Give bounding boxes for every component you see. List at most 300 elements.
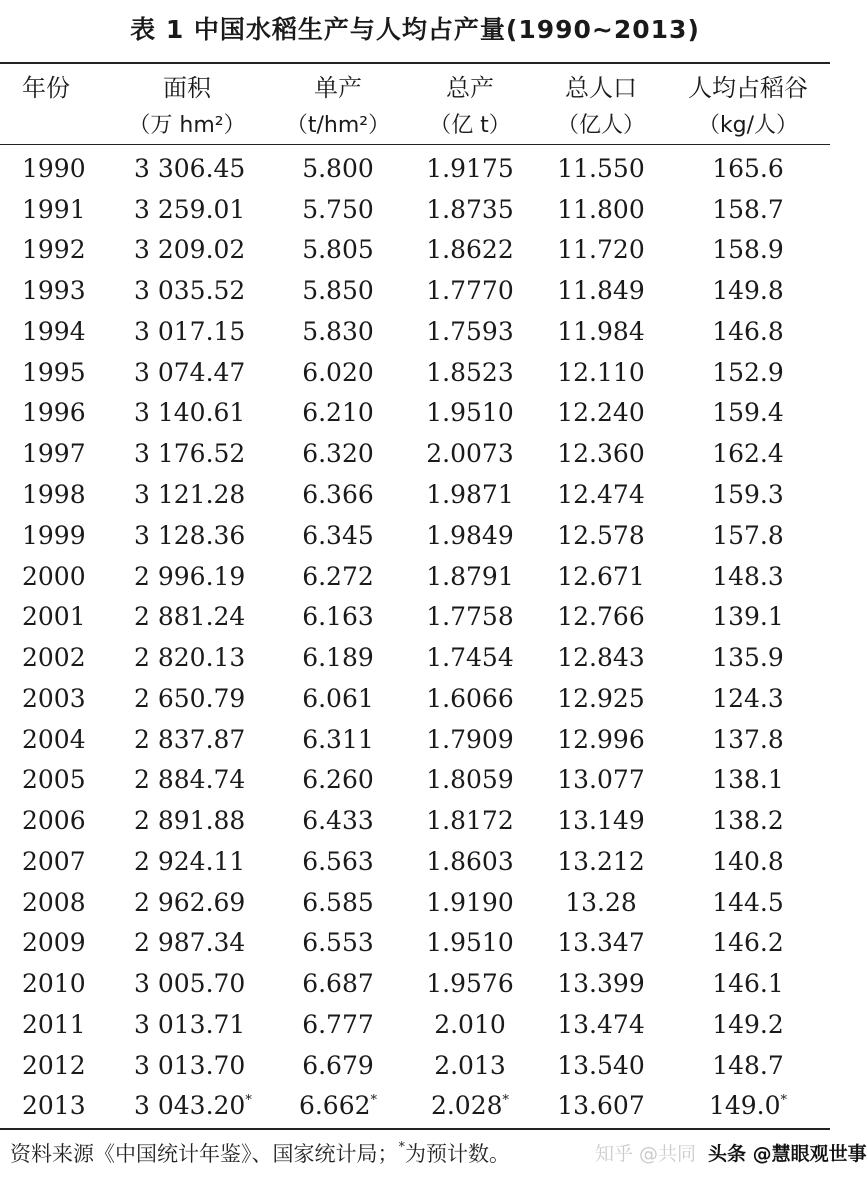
cell-population	[536, 189, 666, 230]
table-row	[0, 556, 830, 597]
cell-total	[404, 678, 536, 719]
cell-yield	[272, 596, 404, 637]
cell-total	[404, 1045, 536, 1086]
cell-per-capita-value: 162.4	[712, 439, 784, 469]
cell-year	[0, 1045, 102, 1086]
cell-per-capita-value: 137.8	[712, 724, 784, 754]
cell-per-capita	[666, 393, 830, 434]
cell-total	[404, 270, 536, 311]
cell-total-value: 1.8523	[426, 357, 514, 387]
watermark	[595, 1132, 867, 1172]
cell-yield-value: 6.687	[302, 969, 374, 999]
cell-population-value: 11.720	[557, 235, 645, 265]
cell-population	[536, 230, 666, 271]
cell-population-value: 12.360	[557, 439, 645, 469]
cell-population	[536, 393, 666, 434]
cell-yield-value: 6.020	[302, 357, 374, 387]
cell-per-capita	[666, 148, 830, 189]
table-row	[0, 719, 830, 760]
cell-population	[536, 1045, 666, 1086]
cell-yield	[272, 311, 404, 352]
cell-population	[536, 923, 666, 964]
cell-yield	[272, 678, 404, 719]
cell-total-value: 1.7758	[426, 602, 514, 632]
cell-per-capita	[666, 923, 830, 964]
cell-population-value: 13.474	[557, 1009, 645, 1039]
cell-year	[0, 596, 102, 637]
cell-year-value: 2004	[22, 724, 86, 754]
table-row	[0, 1045, 830, 1086]
unit-total: （亿 t）	[429, 112, 511, 138]
unit-year	[0, 104, 102, 142]
cell-population	[536, 270, 666, 311]
cell-year	[0, 270, 102, 311]
cell-year	[0, 393, 102, 434]
cell-area-value: 3 140.61	[134, 398, 246, 428]
cell-area	[102, 230, 272, 271]
unit-population: （亿人）	[556, 112, 645, 138]
cell-area	[102, 719, 272, 760]
estimate-marker: *	[780, 1093, 788, 1109]
header-population: 总人口	[565, 73, 637, 102]
table-row	[0, 841, 830, 882]
cell-year-value: 2001	[22, 602, 86, 632]
table-row	[0, 1004, 830, 1045]
cell-per-capita	[666, 759, 830, 800]
cell-area-value: 2 884.74	[134, 765, 246, 795]
cell-population-value: 12.996	[557, 724, 645, 754]
cell-per-capita-value: 135.9	[712, 643, 784, 673]
footnote-estimate-note: 为预计数。	[405, 1142, 510, 1166]
cell-population	[536, 678, 666, 719]
data-table	[0, 148, 830, 1126]
cell-per-capita	[666, 189, 830, 230]
cell-year-value: 1997	[22, 439, 86, 469]
estimate-marker: *	[245, 1093, 252, 1109]
cell-per-capita	[666, 474, 830, 515]
cell-total-value: 1.8172	[426, 806, 514, 836]
cell-year	[0, 556, 102, 597]
watermark-zhihu: 知乎 @共同	[595, 1142, 697, 1165]
cell-yield-value: 6.563	[302, 846, 374, 876]
cell-year	[0, 515, 102, 556]
table-row	[0, 923, 830, 964]
cell-per-capita	[666, 230, 830, 271]
header-yield: 单产	[314, 73, 362, 102]
cell-area	[102, 596, 272, 637]
cell-per-capita	[666, 311, 830, 352]
header-total: 总产	[446, 73, 494, 102]
estimate-marker: *	[502, 1093, 510, 1109]
cell-total	[404, 923, 536, 964]
cell-per-capita	[666, 1045, 830, 1086]
cell-area	[102, 1045, 272, 1086]
cell-area-value: 3 209.02	[134, 235, 246, 265]
bottom-rule	[0, 1128, 830, 1130]
cell-total-value: 2.013	[434, 1050, 506, 1080]
table-row	[0, 1086, 830, 1127]
cell-area	[102, 433, 272, 474]
cell-year	[0, 1004, 102, 1045]
cell-area	[102, 1086, 272, 1127]
cell-population-value: 13.149	[557, 806, 645, 836]
cell-total	[404, 230, 536, 271]
header-year: 年份	[22, 73, 70, 102]
cell-total	[404, 596, 536, 637]
cell-total	[404, 882, 536, 923]
cell-area-value: 2 820.13	[134, 643, 246, 673]
cell-per-capita	[666, 882, 830, 923]
cell-total	[404, 474, 536, 515]
cell-total	[404, 841, 536, 882]
cell-population-value: 11.800	[557, 194, 645, 224]
header-area: 面积	[163, 73, 211, 102]
cell-year	[0, 433, 102, 474]
cell-year	[0, 474, 102, 515]
cell-per-capita	[666, 678, 830, 719]
cell-area	[102, 1004, 272, 1045]
cell-area	[102, 637, 272, 678]
cell-year	[0, 352, 102, 393]
table-body	[0, 148, 830, 1126]
cell-per-capita-value: 149.2	[712, 1009, 784, 1039]
table-row	[0, 270, 830, 311]
cell-area	[102, 759, 272, 800]
cell-per-capita-value: 138.2	[712, 806, 784, 836]
cell-per-capita	[666, 719, 830, 760]
cell-population	[536, 596, 666, 637]
cell-population	[536, 841, 666, 882]
cell-year-value: 1998	[22, 480, 86, 509]
cell-yield-value: 6.433	[302, 806, 374, 836]
cell-population	[536, 963, 666, 1004]
cell-yield	[272, 352, 404, 393]
cell-area	[102, 270, 272, 311]
cell-total	[404, 515, 536, 556]
table-row	[0, 515, 830, 556]
cell-area-value: 3 074.47	[134, 357, 246, 387]
cell-per-capita-value: 158.7	[712, 194, 784, 224]
cell-area-value: 2 962.69	[134, 887, 246, 917]
cell-area-value: 2 987.34	[134, 928, 246, 958]
cell-area	[102, 474, 272, 515]
cell-year-value: 1996	[22, 398, 86, 428]
cell-yield-value: 6.366	[302, 480, 374, 509]
cell-population-value: 13.212	[557, 846, 645, 876]
top-rule	[0, 62, 830, 64]
table-row	[0, 596, 830, 637]
cell-total	[404, 352, 536, 393]
cell-total-value: 1.9871	[426, 480, 514, 509]
cell-yield	[272, 1045, 404, 1086]
cell-total	[404, 800, 536, 841]
cell-population-value: 12.671	[557, 561, 645, 591]
cell-year	[0, 1086, 102, 1127]
unit-area: （万 hm²）	[128, 112, 246, 138]
cell-per-capita-value: 146.1	[712, 969, 784, 999]
table-row	[0, 678, 830, 719]
cell-year-value: 2000	[22, 561, 86, 591]
cell-yield-value: 6.662	[298, 1091, 371, 1121]
cell-population-value: 11.984	[557, 316, 645, 346]
cell-population	[536, 1004, 666, 1045]
cell-area-value: 3 005.70	[134, 969, 246, 999]
cell-population	[536, 719, 666, 760]
cell-total-value: 1.8735	[426, 194, 514, 224]
cell-year-value: 2013	[22, 1091, 86, 1121]
cell-year-value: 2007	[22, 846, 86, 876]
cell-per-capita	[666, 800, 830, 841]
cell-area-value: 2 891.88	[134, 806, 246, 836]
cell-population-value: 13.077	[557, 765, 645, 795]
cell-total	[404, 759, 536, 800]
cell-total	[404, 393, 536, 434]
cell-per-capita-value: 144.5	[712, 887, 784, 917]
cell-total-value: 2.0073	[426, 439, 514, 469]
cell-yield	[272, 800, 404, 841]
cell-yield-value: 6.345	[302, 520, 374, 550]
cell-area	[102, 841, 272, 882]
table-title: 表 1 中国水稻生产与人均占产量(1990~2013)	[130, 15, 700, 44]
cell-yield-value: 5.850	[302, 276, 374, 306]
cell-area	[102, 189, 272, 230]
cell-total-value: 1.8059	[426, 765, 514, 795]
cell-population-value: 12.766	[557, 602, 645, 632]
header-unit-row	[0, 104, 830, 142]
unit-yield: （t/hm²）	[285, 112, 391, 138]
cell-per-capita	[666, 1004, 830, 1045]
cell-population-value: 12.474	[557, 480, 645, 509]
cell-yield	[272, 841, 404, 882]
cell-per-capita-value: 148.3	[712, 561, 784, 591]
cell-per-capita	[666, 270, 830, 311]
cell-population	[536, 352, 666, 393]
cell-year-value: 1994	[22, 316, 86, 346]
cell-per-capita-value: 149.0	[708, 1091, 781, 1121]
cell-year-value: 2011	[22, 1009, 86, 1039]
cell-per-capita-value: 146.2	[712, 928, 784, 958]
cell-per-capita-value: 149.8	[712, 276, 784, 306]
table-row	[0, 393, 830, 434]
cell-population	[536, 1086, 666, 1127]
cell-per-capita	[666, 433, 830, 474]
cell-area-value: 3 013.70	[134, 1050, 246, 1080]
table-row	[0, 474, 830, 515]
cell-yield	[272, 556, 404, 597]
cell-total	[404, 1004, 536, 1045]
cell-population-value: 13.540	[557, 1050, 645, 1080]
table-row	[0, 637, 830, 678]
cell-per-capita-value: 139.1	[712, 602, 784, 632]
cell-yield	[272, 719, 404, 760]
cell-per-capita	[666, 515, 830, 556]
cell-total-value: 1.9576	[426, 969, 514, 999]
unit-per-capita: （kg/人）	[697, 112, 799, 138]
cell-yield-value: 6.777	[302, 1009, 374, 1039]
cell-population	[536, 556, 666, 597]
cell-per-capita-value: 159.4	[712, 398, 784, 428]
cell-year	[0, 189, 102, 230]
table-row	[0, 352, 830, 393]
cell-population	[536, 637, 666, 678]
cell-population-value: 13.399	[557, 969, 645, 999]
cell-per-capita-value: 140.8	[712, 846, 784, 876]
table-row	[0, 148, 830, 189]
cell-yield	[272, 963, 404, 1004]
cell-yield	[272, 433, 404, 474]
cell-area	[102, 963, 272, 1004]
cell-per-capita-value: 158.9	[712, 235, 784, 265]
cell-per-capita	[666, 352, 830, 393]
cell-area	[102, 678, 272, 719]
cell-per-capita	[666, 1086, 830, 1127]
cell-area-value: 3 035.52	[134, 276, 246, 306]
cell-yield-value: 6.553	[302, 928, 374, 958]
cell-yield-value: 6.272	[302, 561, 374, 591]
cell-area-value: 3 128.36	[134, 520, 246, 550]
cell-total-value: 1.7909	[426, 724, 514, 754]
source-footnote	[10, 1138, 510, 1168]
watermark-toutiao: 头条 @慧眼观世事	[708, 1142, 867, 1165]
cell-yield-value: 5.750	[302, 194, 374, 224]
cell-year	[0, 719, 102, 760]
cell-population-value: 12.843	[557, 643, 645, 673]
cell-area-value: 3 017.15	[134, 316, 246, 346]
cell-year	[0, 923, 102, 964]
header-per-capita: 人均占稻谷	[688, 73, 808, 102]
cell-population	[536, 882, 666, 923]
cell-population-value: 11.849	[557, 276, 645, 306]
cell-population	[536, 474, 666, 515]
cell-population	[536, 148, 666, 189]
cell-total	[404, 556, 536, 597]
cell-year-value: 2005	[22, 765, 86, 795]
cell-per-capita-value: 146.8	[712, 316, 784, 346]
cell-area-value: 3 306.45	[134, 153, 246, 183]
cell-area-value: 2 881.24	[134, 602, 246, 632]
cell-area-value: 3 121.28	[134, 480, 246, 509]
cell-population-value: 13.347	[557, 928, 645, 958]
cell-total	[404, 148, 536, 189]
cell-total-value: 1.7770	[426, 276, 514, 306]
cell-per-capita-value: 165.6	[712, 153, 784, 183]
table-row	[0, 230, 830, 271]
cell-area-value: 2 996.19	[134, 561, 246, 591]
cell-total-value: 1.6066	[426, 683, 514, 713]
cell-area-value: 3 043.20	[134, 1091, 246, 1121]
cell-year-value: 1995	[22, 357, 86, 387]
cell-yield-value: 6.061	[302, 683, 374, 713]
cell-year	[0, 148, 102, 189]
cell-population-value: 12.110	[557, 357, 645, 387]
cell-area	[102, 311, 272, 352]
cell-population	[536, 433, 666, 474]
cell-year	[0, 882, 102, 923]
cell-year	[0, 759, 102, 800]
cell-per-capita-value: 157.8	[712, 520, 784, 550]
cell-total	[404, 311, 536, 352]
cell-yield	[272, 230, 404, 271]
cell-per-capita	[666, 556, 830, 597]
estimate-marker: *	[370, 1093, 378, 1109]
cell-year	[0, 800, 102, 841]
cell-yield-value: 6.320	[302, 439, 374, 469]
cell-yield	[272, 882, 404, 923]
cell-population-value: 11.550	[557, 153, 645, 183]
table-row	[0, 759, 830, 800]
cell-per-capita-value: 124.3	[712, 683, 784, 713]
cell-yield-value: 6.189	[302, 643, 374, 673]
cell-total-value: 1.8603	[426, 846, 514, 876]
cell-yield	[272, 923, 404, 964]
cell-per-capita-value: 159.3	[712, 480, 784, 509]
cell-year-value: 1990	[22, 153, 86, 183]
cell-year-value: 2008	[22, 887, 86, 917]
cell-year	[0, 841, 102, 882]
cell-population	[536, 311, 666, 352]
cell-yield-value: 5.800	[302, 153, 374, 183]
cell-total	[404, 189, 536, 230]
cell-yield-value: 6.311	[302, 724, 374, 754]
cell-year	[0, 311, 102, 352]
cell-year-value: 1999	[22, 520, 86, 550]
cell-area	[102, 515, 272, 556]
cell-yield	[272, 1004, 404, 1045]
cell-year-value: 2010	[22, 969, 86, 999]
cell-per-capita	[666, 637, 830, 678]
header-rule	[0, 144, 830, 145]
cell-total-value: 1.9510	[426, 398, 514, 428]
cell-area	[102, 393, 272, 434]
cell-yield	[272, 270, 404, 311]
cell-total-value: 1.9190	[426, 887, 514, 917]
cell-total	[404, 719, 536, 760]
cell-population-value: 12.925	[557, 683, 645, 713]
cell-population-value: 13.607	[557, 1091, 645, 1121]
cell-population	[536, 800, 666, 841]
cell-area	[102, 800, 272, 841]
cell-year-value: 2003	[22, 683, 86, 713]
cell-area-value: 2 924.11	[134, 846, 246, 876]
cell-population-value: 13.28	[565, 887, 637, 917]
table-row	[0, 311, 830, 352]
cell-yield-value: 6.210	[302, 398, 374, 428]
cell-yield	[272, 1086, 404, 1127]
cell-per-capita-value: 152.9	[712, 357, 784, 387]
cell-total-value: 1.9510	[426, 928, 514, 958]
cell-yield-value: 6.585	[302, 887, 374, 917]
header-label-row	[0, 66, 830, 104]
cell-total-value: 1.8791	[426, 561, 514, 591]
table-header	[0, 66, 830, 142]
cell-population-value: 12.578	[557, 520, 645, 550]
cell-yield	[272, 148, 404, 189]
cell-area-value: 3 013.71	[134, 1009, 246, 1039]
cell-yield-value: 5.805	[302, 235, 374, 265]
cell-population-value: 12.240	[557, 398, 645, 428]
cell-population	[536, 515, 666, 556]
cell-area	[102, 556, 272, 597]
cell-yield-value: 6.163	[302, 602, 374, 632]
cell-total-value: 2.010	[434, 1009, 506, 1039]
cell-yield	[272, 393, 404, 434]
cell-per-capita	[666, 841, 830, 882]
cell-area	[102, 352, 272, 393]
cell-per-capita	[666, 963, 830, 1004]
cell-year-value: 2006	[22, 806, 86, 836]
cell-year	[0, 230, 102, 271]
cell-total-value: 1.7593	[426, 316, 514, 346]
